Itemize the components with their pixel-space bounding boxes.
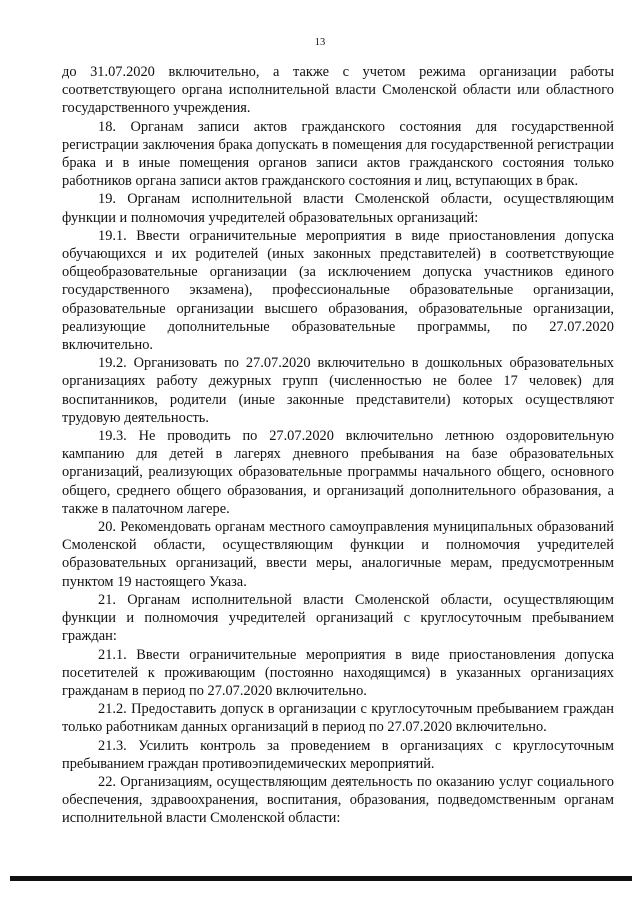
paragraph-19-2: 19.2. Организовать по 27.07.2020 включительно в дошкольных образовательных организациях работу дежурных групп (численностью не более 17 человек) для воспитанников, родители (иные законные представители) которых осуществляют трудовую деятельность. [62, 355, 614, 426]
paragraph-19: 19. Органам исполнительной власти Смоленской области, осуществляющим функции и полномочия учредителей образовательных организаций: [62, 191, 614, 226]
paragraph-18: 18. Органам записи актов гражданского состояния для государственной регистрации заключения брака допускать в помещения для государственной регистрации брака и в иные помещения органов записи актов гражданского состояния только работников органа записи актов гражданского состояния и лиц, вступающих в брак. [62, 118, 614, 190]
paragraph-21-2: 21.2. Предоставить допуск в организации с круглосуточным пребыванием граждан только работникам данных организаций в период по 27.07.2020 включительно. [62, 701, 614, 736]
paragraph-21-3: 21.3. Усилить контроль за проведением в организациях с круглосуточным пребыванием граждан противоэпидемических мероприятий. [62, 737, 614, 772]
paragraph-continuation: до 31.07.2020 включительно, а также с учетом режима организации работы соответствующего органа исполнительной власти Смоленской области или областного государственного учреждения. [62, 64, 614, 117]
paragraph-21: 21. Органам исполнительной власти Смоленской области, осуществляющим функции и полномочия учредителей организаций с круглосуточным пребыванием граждан: [62, 591, 614, 645]
paragraph-20: 20. Рекомендовать органам местного самоуправления муниципальных образований Смоленской области, осуществляющим функции и полномочия учредителей образовательных организаций, ввести меры, аналогичные мерам, предусмотренным пунктом 19 настоящего Указа. [62, 519, 614, 590]
document-body [62, 63, 614, 828]
paragraph-19-1: 19.1. Ввести ограничительные мероприятия в виде приостановления допуска обучающихся и их родителей (иных законных представителей) в соответствующие общеобразовательные организации (за исключением допуска участников единого государственного экзамена), профессиональные образовательные организации, образовательные организации высшего образования, образовательные организации, реализующие дополнительные образовательные программы, по 27.07.2020 включительно. [62, 227, 614, 354]
paragraph-22: 22. Организациям, осуществляющим деятельность по оказанию услуг социального обеспечения, здравоохранения, воспитания, образования, подведомственным органам исполнительной власти Смоленской области: [62, 773, 614, 827]
paragraph-21-1: 21.1. Ввести ограничительные мероприятия в виде приостановления допуска посетителей к проживающим (постоянно находящимся) в указанных организациях гражданам в период по 27.07.2020 включительно. [62, 646, 614, 699]
bottom-rule [10, 876, 632, 881]
paragraph-19-3: 19.3. Не проводить по 27.07.2020 включительно летнюю оздоровительную кампанию для детей в лагерях дневного пребывания на базе образовательных организаций, реализующих образовательные программы начального общего, основного общего, среднего общего образования, и организаций дополнительного образования, а также в палаточном лагере. [62, 428, 614, 517]
page-number: 13 [314, 37, 326, 48]
